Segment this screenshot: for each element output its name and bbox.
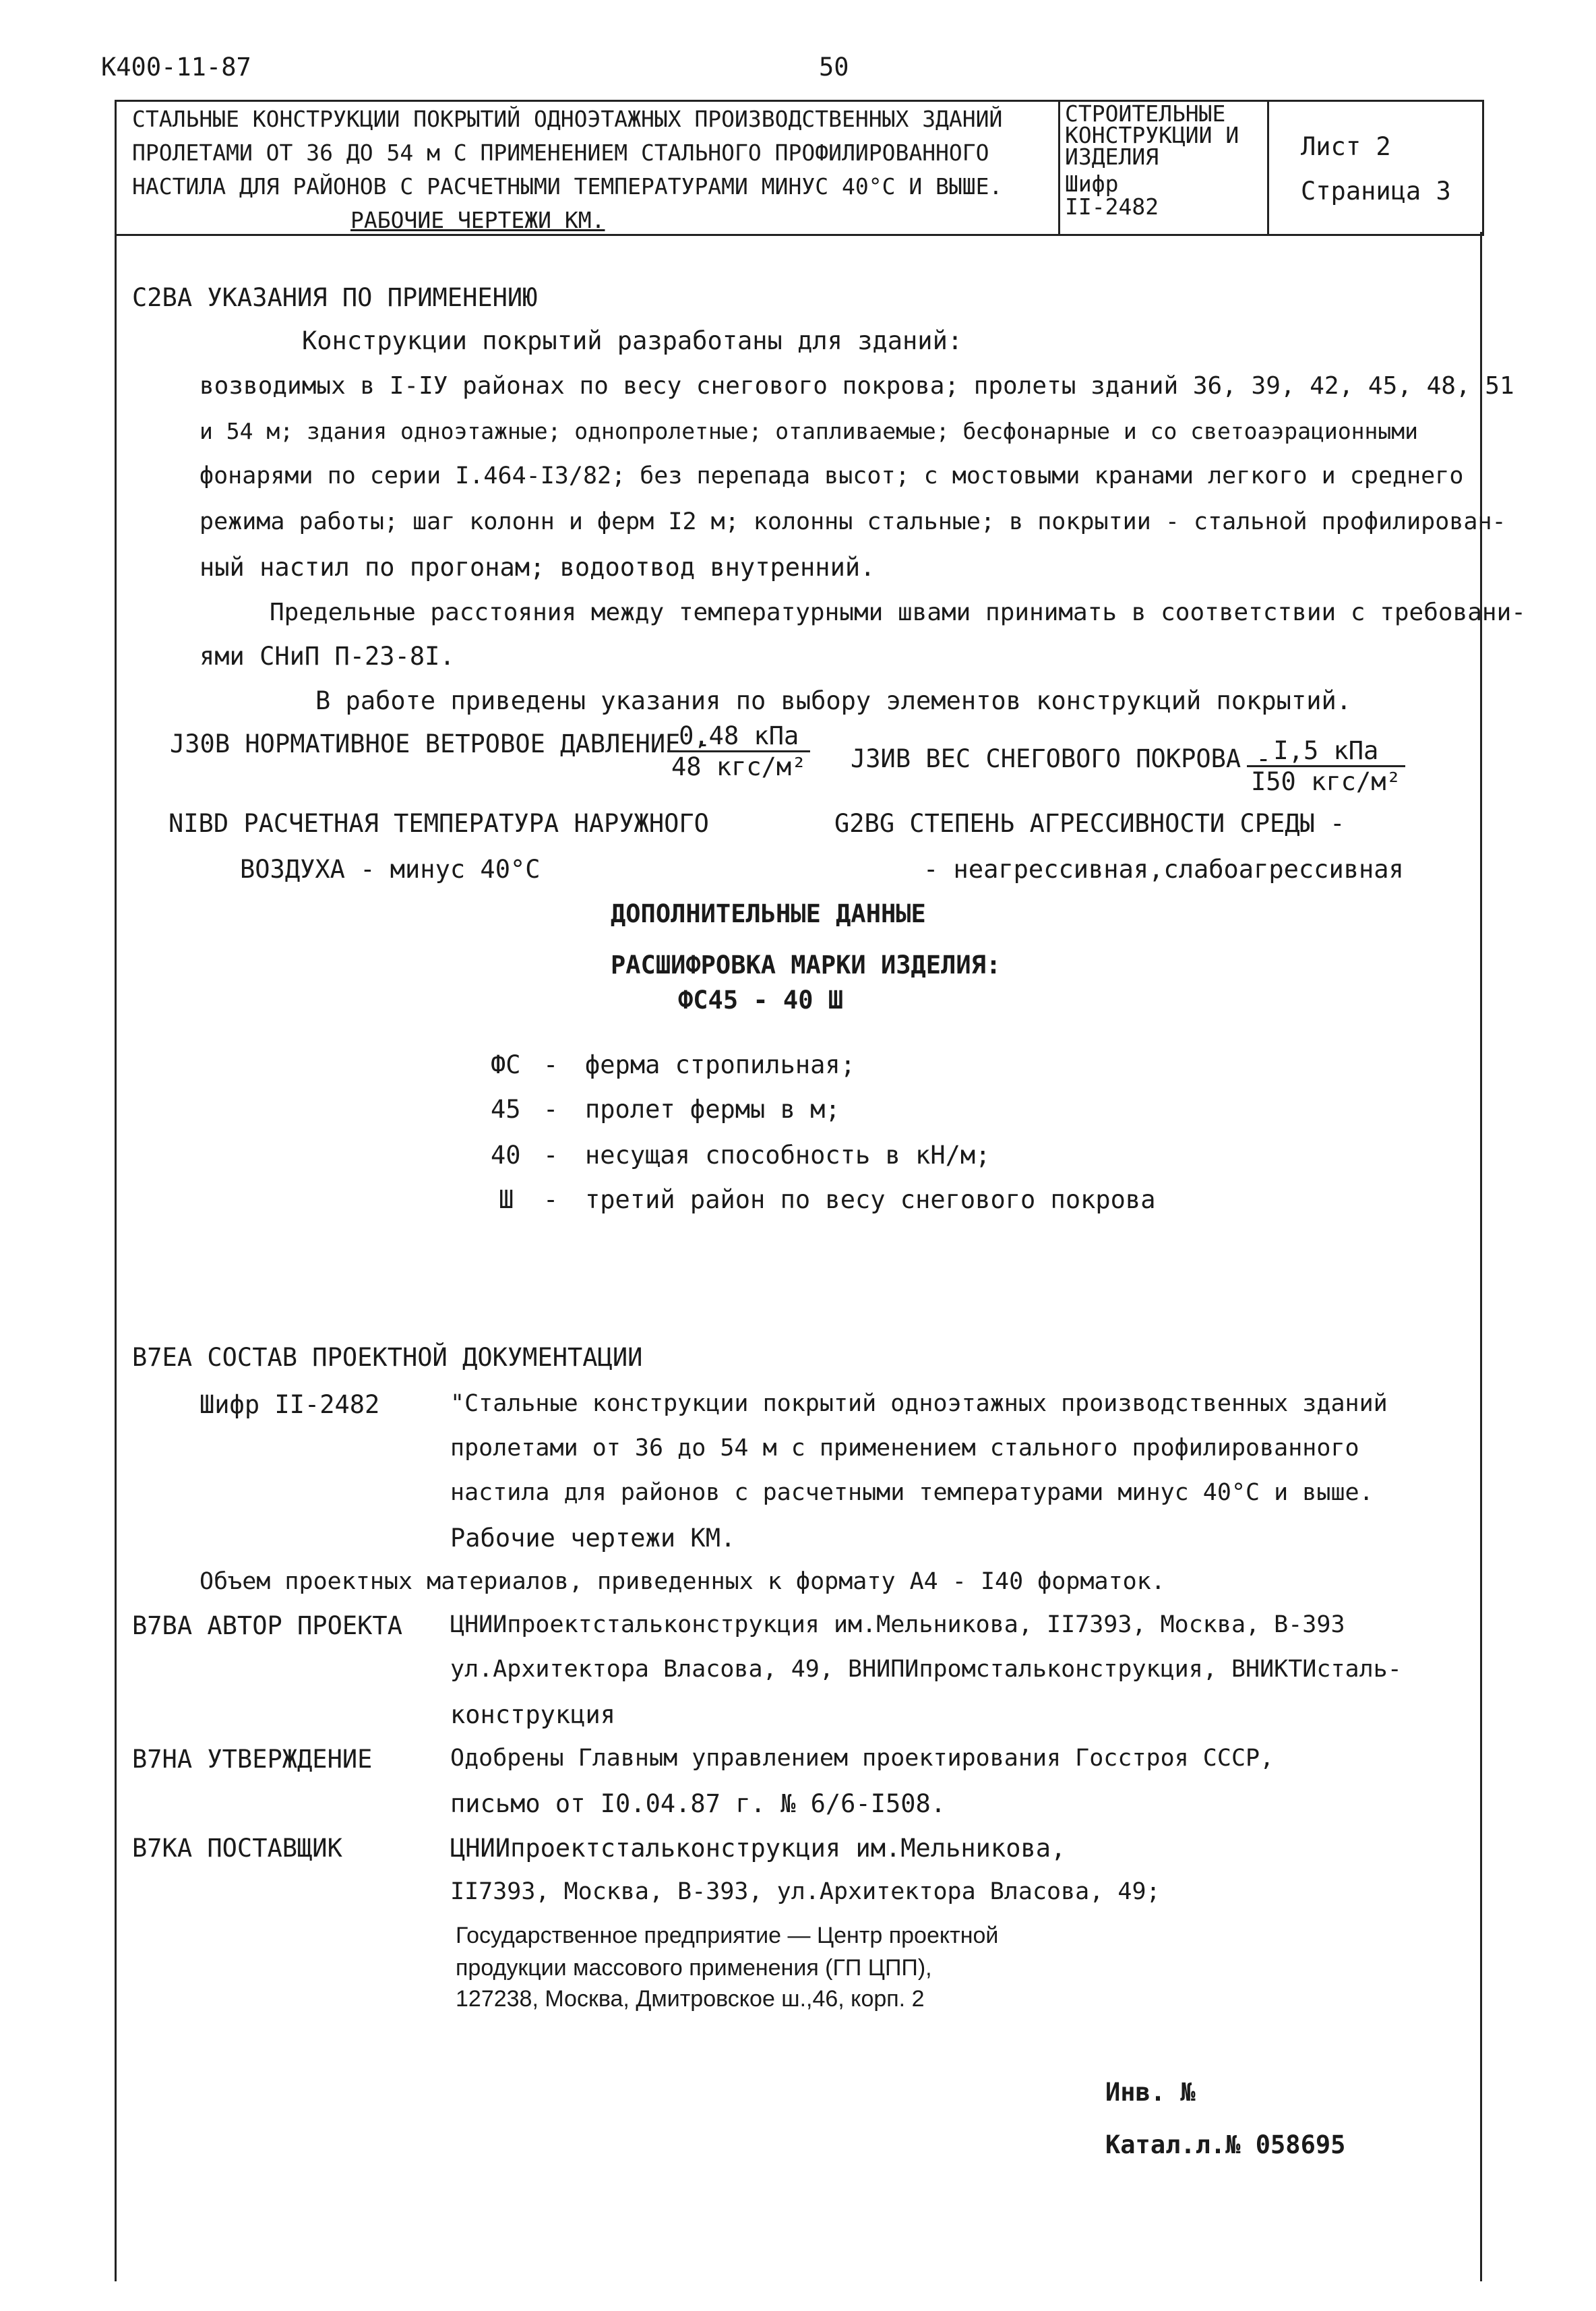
body-line: фонарями по серии I.464-I3/82; без перепада высот; с мостовыми кранами легкого и среднего	[200, 462, 1464, 489]
doc-title-line: "Стальные конструкции покрытий одноэтажных производственных зданий	[450, 1390, 1388, 1417]
category-line: СТРОИТЕЛЬНЫЕ	[1065, 100, 1226, 127]
author-line: конструкция	[450, 1700, 616, 1729]
author-line: ЦНИИпроектстальконструкция им.Мельникова, II7393, Москва, В-393	[450, 1611, 1345, 1638]
cipher-label: Шифр II-2482	[200, 1390, 380, 1419]
body-line: Предельные расстояния между температурными швами принимать в соответствии с требовани-	[270, 599, 1526, 626]
stamp-line: продукции массового применения (ГП ЦПП),	[456, 1955, 932, 1981]
snow-load-kpa: I,5 кПа	[1247, 736, 1405, 767]
title-line: РАБОЧИЕ ЧЕРТЕЖИ КМ.	[350, 207, 605, 233]
sheet-label: Лист 2	[1301, 132, 1391, 161]
title-line: СТАЛЬНЫЕ КОНСТРУКЦИИ ПОКРЫТИЙ ОДНОЭТАЖНЫХ ПРОИЗВОДСТВЕННЫХ ЗДАНИЙ	[132, 106, 1003, 132]
mark-dash: -	[543, 1185, 559, 1214]
doc-title-line: Рабочие чертежи КМ.	[450, 1524, 736, 1553]
author-label: В7ВА АВТОР ПРОЕКТА	[132, 1611, 402, 1640]
mark-description: ферма стропильная;	[585, 1050, 855, 1079]
cipher-code: II-2482	[1065, 193, 1159, 220]
page-border-left	[115, 232, 117, 2281]
page-number: 50	[819, 53, 849, 82]
category-line: Шифр	[1065, 171, 1119, 197]
title-line: ПРОЛЕТАМИ ОТ 36 ДО 54 м С ПРИМЕНЕНИЕМ СТАЛЬНОГО ПРОФИЛИРОВАННОГО	[132, 140, 989, 166]
mark-description: пролет фермы в м;	[585, 1095, 840, 1124]
stamp-line: 127238, Москва, Дмитровское ш.,46, корп. 2	[456, 1986, 925, 2012]
page-border-right	[1480, 232, 1482, 2281]
category-line: ИЗДЕЛИЯ	[1065, 144, 1159, 170]
catalog-number: Катал.л.№ 058695	[1105, 2130, 1346, 2159]
supplier-line: II7393, Москва, В-393, ул.Архитектора Власова, 49;	[450, 1878, 1161, 1905]
mark-dash: -	[543, 1095, 559, 1124]
mark-description: несущая способность в кН/м;	[585, 1141, 991, 1170]
approval-line: Одобрены Главным управлением проектирования Госстроя СССР,	[450, 1745, 1275, 1772]
snow-load-label: J3ИВ ВЕС СНЕГОВОГО ПОКРОВА -	[851, 744, 1271, 773]
body-line: ный настил по прогонам; водоотвод внутренний.	[200, 553, 876, 582]
snow-load-value	[1247, 736, 1405, 796]
section-heading-application: С2ВА УКАЗАНИЯ ПО ПРИМЕНЕНИЮ	[132, 283, 538, 312]
approval-label: В7НА УТВЕРЖДЕНИЕ	[132, 1745, 373, 1774]
mark-code: Ш	[499, 1185, 514, 1214]
wind-pressure-label: J30В НОРМАТИВНОЕ ВЕТРОВОЕ ДАВЛЕНИЕ -	[170, 729, 710, 758]
body-line: В работе приведены указания по выбору элементов конструкций покрытий.	[315, 686, 1352, 715]
author-line: ул.Архитектора Власова, 49, ВНИПИпромстальконструкция, ВНИКТИсталь-	[450, 1656, 1402, 1683]
wind-pressure-value	[667, 721, 810, 781]
title-block-divider	[1058, 100, 1060, 234]
title-line: НАСТИЛА ДЛЯ РАЙОНОВ С РАСЧЕТНЫМИ ТЕМПЕРАТУРАМИ МИНУС 40°С И ВЫШЕ.	[132, 173, 1003, 200]
design-temperature-value: ВОЗДУХА - минус 40°С	[240, 855, 541, 884]
mark-code: ФС	[491, 1050, 521, 1079]
stamp-line: Государственное предприятие — Центр проектной	[456, 1923, 999, 1948]
approval-line: письмо от I0.04.87 г. № 6/6-I508.	[450, 1789, 946, 1818]
category-line: КОНСТРУКЦИИ И	[1065, 122, 1239, 148]
doc-title-line: настила для районов с расчетными температурами минус 40°С и выше.	[450, 1479, 1374, 1506]
aggressiveness-label: G2BG СТЕПЕНЬ АГРЕССИВНОСТИ СРЕДЫ -	[834, 809, 1345, 838]
mark-dash: -	[543, 1141, 559, 1170]
body-line: ями СНиП П-23-8I.	[200, 642, 455, 671]
design-temperature-label: NIBD РАСЧЕТНАЯ ТЕМПЕРАТУРА НАРУЖНОГО	[168, 809, 709, 838]
wind-pressure-kgs: 48 кгс/м²	[671, 752, 807, 781]
body-line: и 54 м; здания одноэтажные; однопролетные; отапливаемые; бесфонарные и со светоаэрационными	[200, 418, 1418, 444]
volume-line: Объем проектных материалов, приведенных к формату А4 - I40 форматок.	[200, 1568, 1165, 1595]
product-mark: ФС45 - 40 Ш	[678, 986, 844, 1015]
mark-description: третий район по весу снегового покрова	[585, 1185, 1156, 1214]
snow-load-kgs: I50 кгс/м²	[1251, 767, 1401, 796]
document-code: К400-11-87	[101, 53, 251, 82]
doc-title-line: пролетами от 36 до 54 м с применением стального профилированного	[450, 1435, 1359, 1462]
page-label: Страница 3	[1301, 177, 1451, 206]
body-line: возводимых в I-IУ районах по весу снегового покрова; пролеты зданий 36, 39, 42, 45, 48, 51	[200, 372, 1514, 400]
body-line: режима работы; шаг колонн и ферм I2 м; колонны стальные; в покрытии - стальной профилирован-	[200, 508, 1506, 535]
additional-data-heading: ДОПОЛНИТЕЛЬНЫЕ ДАННЫЕ	[611, 899, 926, 928]
title-block-divider	[1267, 100, 1269, 234]
supplier-line: ЦНИИпроектстальконструкция им.Мельникова,	[450, 1834, 1066, 1863]
mark-code: 40	[491, 1141, 521, 1170]
mark-dash: -	[543, 1050, 559, 1079]
body-line: Конструкции покрытий разработаны для зданий:	[302, 326, 963, 355]
supplier-label: В7КА ПОСТАВЩИК	[132, 1834, 342, 1863]
section-heading-composition: В7ЕА СОСТАВ ПРОЕКТНОЙ ДОКУМЕНТАЦИИ	[132, 1343, 643, 1372]
mark-code: 45	[491, 1095, 521, 1124]
inventory-label: Инв. №	[1105, 2078, 1196, 2107]
aggressiveness-value: - неагрессивная,слабоагрессивная	[923, 855, 1404, 884]
wind-pressure-kpa: 0,48 кПа	[667, 721, 810, 752]
mark-decoding-heading: РАСШИФРОВКА МАРКИ ИЗДЕЛИЯ:	[611, 951, 1002, 980]
